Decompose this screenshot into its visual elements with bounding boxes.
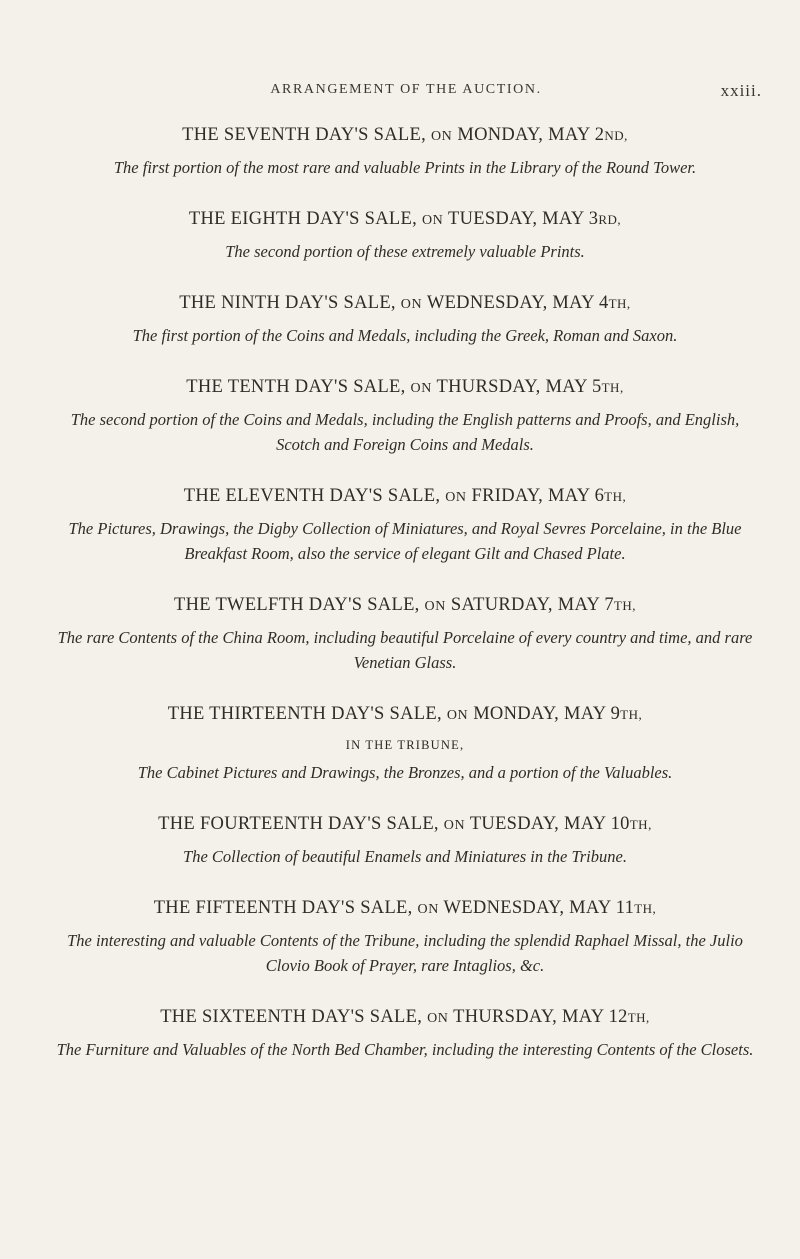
- sale-location: IN THE TRIBUNE,: [345, 738, 465, 752]
- sale-description: The interesting and valuable Contents of the Tribune, including the splendid Raphael Missal, the Julio Clovio Book of Prayer, rare Intaglios, &c.: [67, 931, 743, 975]
- sale-description: The second portion of the Coins and Medals, including the English patterns and Proofs, and English, Scotch and Foreign Coins and Medals.: [70, 410, 740, 454]
- sale-description: The Cabinet Pictures and Drawings, the Bronzes, and a portion of the Valuables.: [137, 763, 673, 782]
- sale-entry: [50, 291, 760, 348]
- sale-entry: [50, 123, 760, 180]
- sale-description: The Furniture and Valuables of the North Bed Chamber, including the interesting Contents of the Closets.: [56, 1040, 754, 1059]
- sale-heading: THE TENTH DAY'S SALE, ON THURSDAY, MAY 5TH,: [186, 377, 624, 397]
- running-head: [50, 82, 762, 102]
- sale-entry: [50, 702, 760, 785]
- sale-description: The Collection of beautiful Enamels and Miniatures in the Tribune.: [183, 847, 627, 866]
- sale-description: The first portion of the Coins and Medals, including the Greek, Roman and Saxon.: [132, 326, 678, 345]
- sale-description: The second portion of these extremely valuable Prints.: [225, 242, 585, 261]
- sale-description: The Pictures, Drawings, the Digby Collection of Miniatures, and Royal Sevres Porcelaine, in the Blue Breakfast Room, also the service of elegant Gilt and Chased Plate.: [68, 519, 742, 563]
- sale-entry: [50, 812, 760, 869]
- running-title: ARRANGEMENT OF THE AUCTION.: [270, 82, 542, 97]
- sale-heading: THE EIGHTH DAY'S SALE, ON TUESDAY, MAY 3RD,: [188, 209, 622, 229]
- sale-heading: THE FOURTEENTH DAY'S SALE, ON TUESDAY, MAY 10TH,: [158, 814, 652, 834]
- sale-description: The first portion of the most rare and valuable Prints in the Library of the Round Tower.: [113, 158, 697, 177]
- sale-entry: [50, 896, 760, 978]
- sale-entry: [50, 207, 760, 264]
- sale-entry: [50, 484, 760, 566]
- sale-heading: THE SEVENTH DAY'S SALE, ON MONDAY, MAY 2ND,: [182, 125, 628, 145]
- sale-heading: THE FIFTEENTH DAY'S SALE, ON WEDNESDAY, MAY 11TH,: [153, 898, 657, 918]
- sale-description: The rare Contents of the China Room, including beautiful Porcelaine of every country and time, and rare Venetian Glass.: [57, 628, 753, 672]
- sale-heading: THE SIXTEENTH DAY'S SALE, ON THURSDAY, MAY 12TH,: [160, 1007, 650, 1027]
- sale-entry: [50, 593, 760, 675]
- sale-heading: THE ELEVENTH DAY'S SALE, ON FRIDAY, MAY 6TH,: [183, 486, 627, 506]
- sale-entry: [50, 1005, 760, 1062]
- sales-list: [50, 123, 760, 1089]
- sale-heading: THE THIRTEENTH DAY'S SALE, ON MONDAY, MAY 9TH,: [167, 704, 643, 724]
- sale-heading: THE NINTH DAY'S SALE, ON WEDNESDAY, MAY 4TH,: [179, 293, 631, 313]
- sale-heading: THE TWELFTH DAY'S SALE, ON SATURDAY, MAY 7TH,: [174, 595, 636, 615]
- page-number: xxiii.: [720, 81, 762, 100]
- sale-entry: [50, 375, 760, 457]
